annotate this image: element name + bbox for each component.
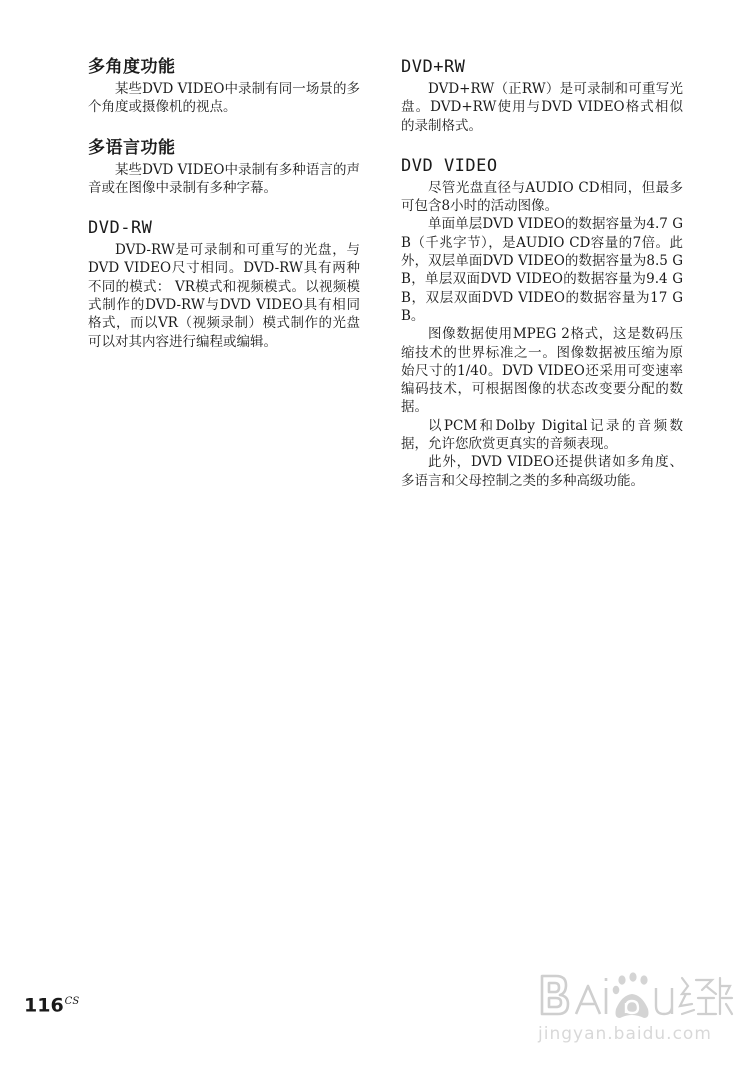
paragraph: 尽管光盘直径与AUDIO CD相同，但最多可包含8小时的活动图像。 [401,179,683,215]
section-heading: DVD VIDEO [401,155,498,176]
page-number-value: 116 [24,994,64,1017]
section-heading: 多角度功能 [88,57,176,77]
baidu-jingyan-watermark [536,966,736,1056]
paragraph: 某些DVD VIDEO中录制有多种语言的声音或在图像中录制有多种字幕。 [88,161,360,196]
section-heading: DVD+RW [401,57,466,77]
paragraph: 某些DVD VIDEO中录制有同一场景的多个角度或摄像机的视点。 [88,81,360,116]
baidu-logo-icon [536,966,736,1024]
left-column [88,56,360,371]
section-heading: DVD-RW [88,218,153,239]
paragraph: 此外，DVD VIDEO还提供诸如多角度、多语言和父母控制之类的多种高级功能。 [401,454,683,489]
section-dvd-rw [88,217,360,351]
page-number-suffix: CS [64,996,80,1007]
section-heading: 多语言功能 [88,137,176,158]
paragraph: 单面单层DVD VIDEO的数据容量为4.7 GB（千兆字节），是AUDIO CD容量的7倍。此外，双层单面DVD VIDEO的数据容量为8.5 GB，单层双面DVD VIDEO的数据容量为9.4 GB，双层双面DVD VIDEO的数据容量为17 GB。 [401,216,683,324]
right-column [401,56,683,510]
paragraph: 以PCM和Dolby Digital记录的音频数据，允许您欣赏更真实的音频表现。 [401,417,683,453]
section-dvd-video [401,155,683,490]
page-number [24,990,79,1017]
paragraph: DVD+RW（正RW）是可录制和可重写光盘。DVD+RW使用与DVD VIDEO格式相似的录制格式。 [401,81,683,134]
section-multi-language [88,137,360,198]
paragraph: 图像数据使用MPEG 2格式，这是数码压缩技术的世界标准之一。图像数据被压缩为原始尺寸的1/40。DVD VIDEO还采用可变速率编码技术，可根据图像的状态改变要分配的数据。 [401,326,683,416]
section-dvd-plus-rw [401,56,683,135]
paragraph: DVD-RW是可录制和可重写的光盘，与DVD VIDEO尺寸相同。DVD-RW具有两种不同的模式： VR模式和视频模式。以视频模式制作的DVD-RW与DVD VIDEO具有相同格式，而以VR（视频录制）模式制作的光盘可以对其内容进行编程或编辑。 [88,242,360,350]
watermark-url: jingyan.baidu.com [538,1024,712,1044]
section-multi-angle [88,56,360,117]
